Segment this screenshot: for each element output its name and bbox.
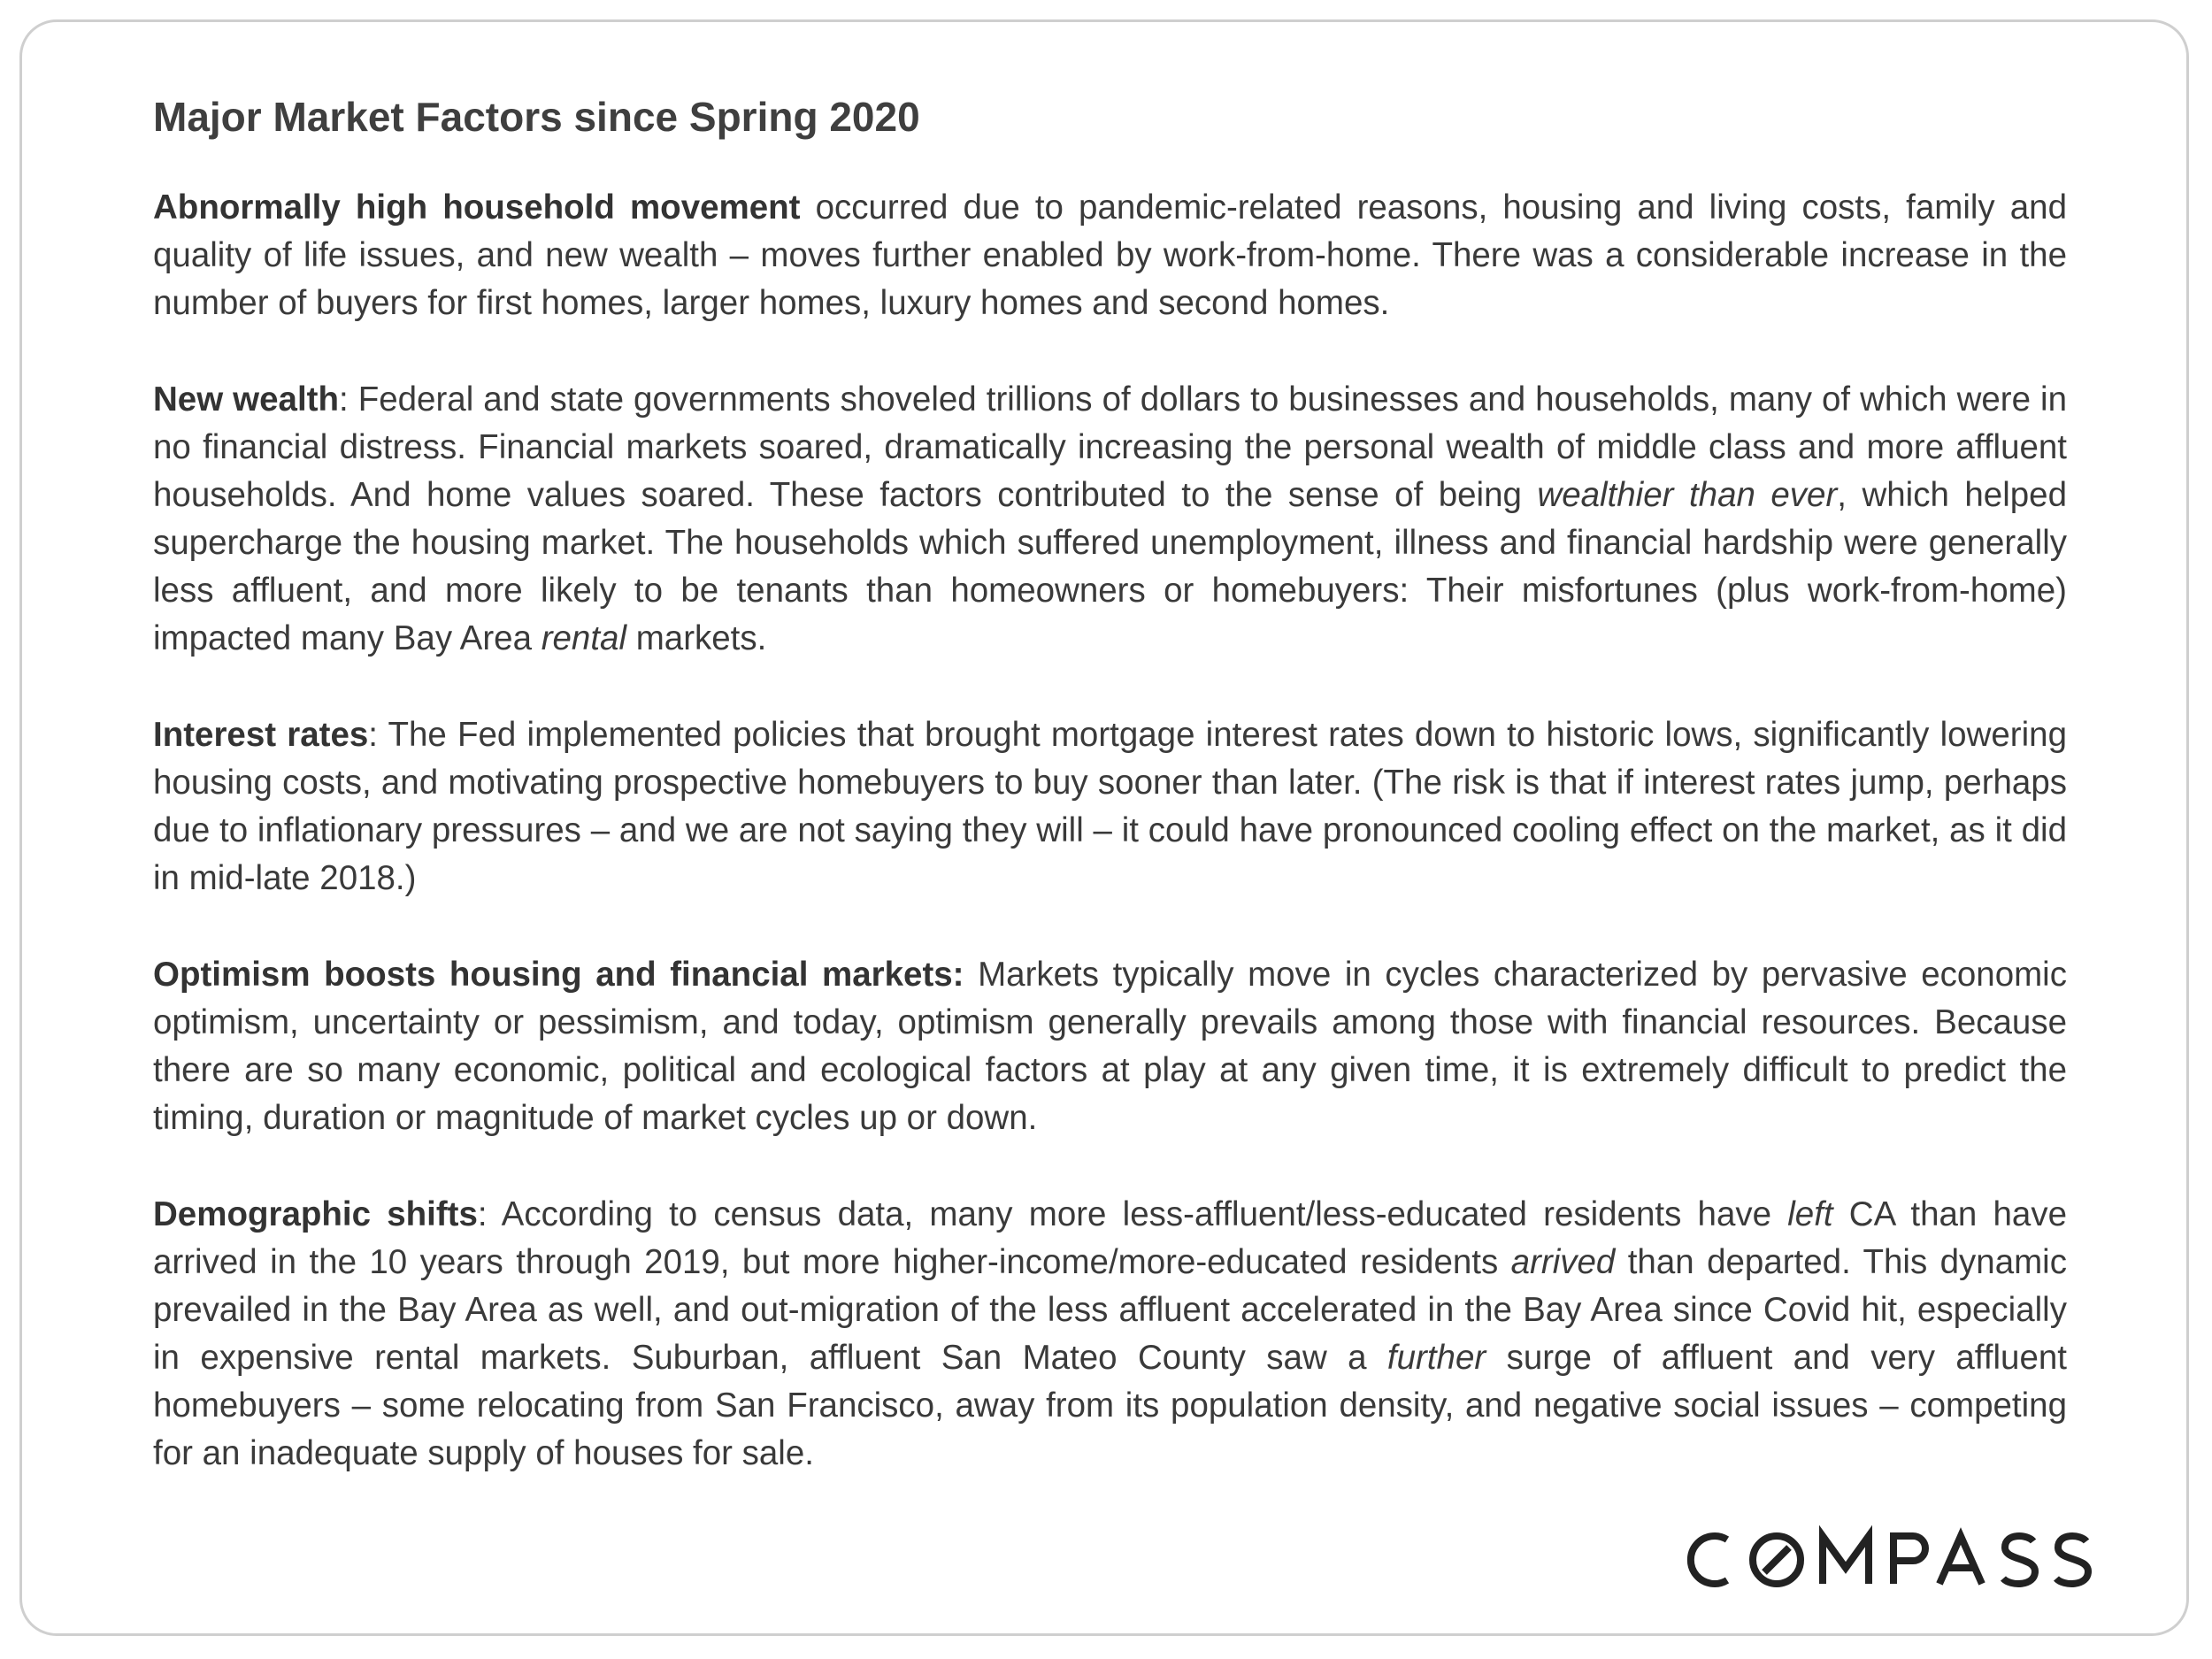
compass-logo [1681,1520,2106,1600]
paragraph-interest-rates [153,711,2067,902]
emphasis-text: left [1787,1195,1833,1234]
paragraph-demographic-shifts [153,1191,2067,1478]
paragraph-new-wealth [153,376,2067,663]
emphasis-text: further [1386,1339,1486,1378]
paragraph-heading: New wealth [153,380,339,419]
slide-content [153,93,2067,1526]
paragraph-text: Markets typically move in cycles characterized by pervasive economic optimism, uncertainty or pessimism, and today, optimism generally prevails among those with financial resources. Because there are so many economic, political and ecological factors at play at any given time, it is extremely difficult to predict the timing, duration or magnitude of market cycles up or down. [153,956,2067,1138]
paragraph-text: CA than have arrived in the 10 years through 2019, but more higher-income/more-educated residents [153,1195,2067,1282]
paragraph-heading: Interest rates [153,716,369,755]
paragraph-heading: Abnormally high household movement [153,188,801,227]
paragraph-text: markets. [626,619,767,658]
paragraph-text: , which helped supercharge the housing market. The households which suffered unemployment, illness and financial hardship were generally less affluent, and more likely to be tenants than homeowners or homebuyers: Their misfortunes (plus work-from-home) impacted many Bay Area [153,476,2067,658]
paragraph-optimism [153,951,2067,1142]
emphasis-text: arrived [1510,1243,1616,1282]
paragraph-text: surge of affluent and very affluent homebuyers – some relocating from San Francisco, away from its population density, and negative social issues – competing for an inadequate supply of houses for sale. [153,1339,2067,1473]
paragraph-text: : The Fed implemented policies that brought mortgage interest rates down to historic lows, significantly lowering housing costs, and motivating prospective homebuyers to buy sooner than later. (The risk is that if interest rates jump, perhaps due to inflationary pressures – and we are not saying they will – it could have pronounced cooling effect on the market, as it did in mid-late 2018.) [153,716,2067,898]
paragraph-heading: Optimism boosts housing and financial markets: [153,956,964,995]
emphasis-text: wealthier than ever [1537,476,1838,515]
emphasis-text: rental [541,619,627,658]
page-title: Major Market Factors since Spring 2020 [153,94,920,140]
paragraph-text: : According to census data, many more less-affluent/less-educated residents have [477,1195,1788,1234]
paragraph-household-movement [153,184,2067,327]
paragraph-text: than departed. This dynamic prevailed in the Bay Area as well, and out-migration of the less affluent accelerated in the Bay Area since Covid hit, especially in expensive rental markets. Suburban, affluent San Mateo County saw a [153,1243,2067,1378]
paragraph-text: occurred due to pandemic-related reasons, housing and living costs, family and quality of life issues, and new wealth – moves further enabled by work-from-home. There was a considerable increase in the number of buyers for first homes, larger homes, luxury homes and second homes. [153,188,2068,323]
paragraph-text: : Federal and state governments shoveled trillions of dollars to businesses and households, many of which were in no financial distress. Financial markets soared, dramatically increasing the personal wealth of middle class and more affluent households. And home values soared. These factors contributed to the sense of being [153,380,2067,515]
paragraph-heading: Demographic shifts [153,1195,478,1234]
